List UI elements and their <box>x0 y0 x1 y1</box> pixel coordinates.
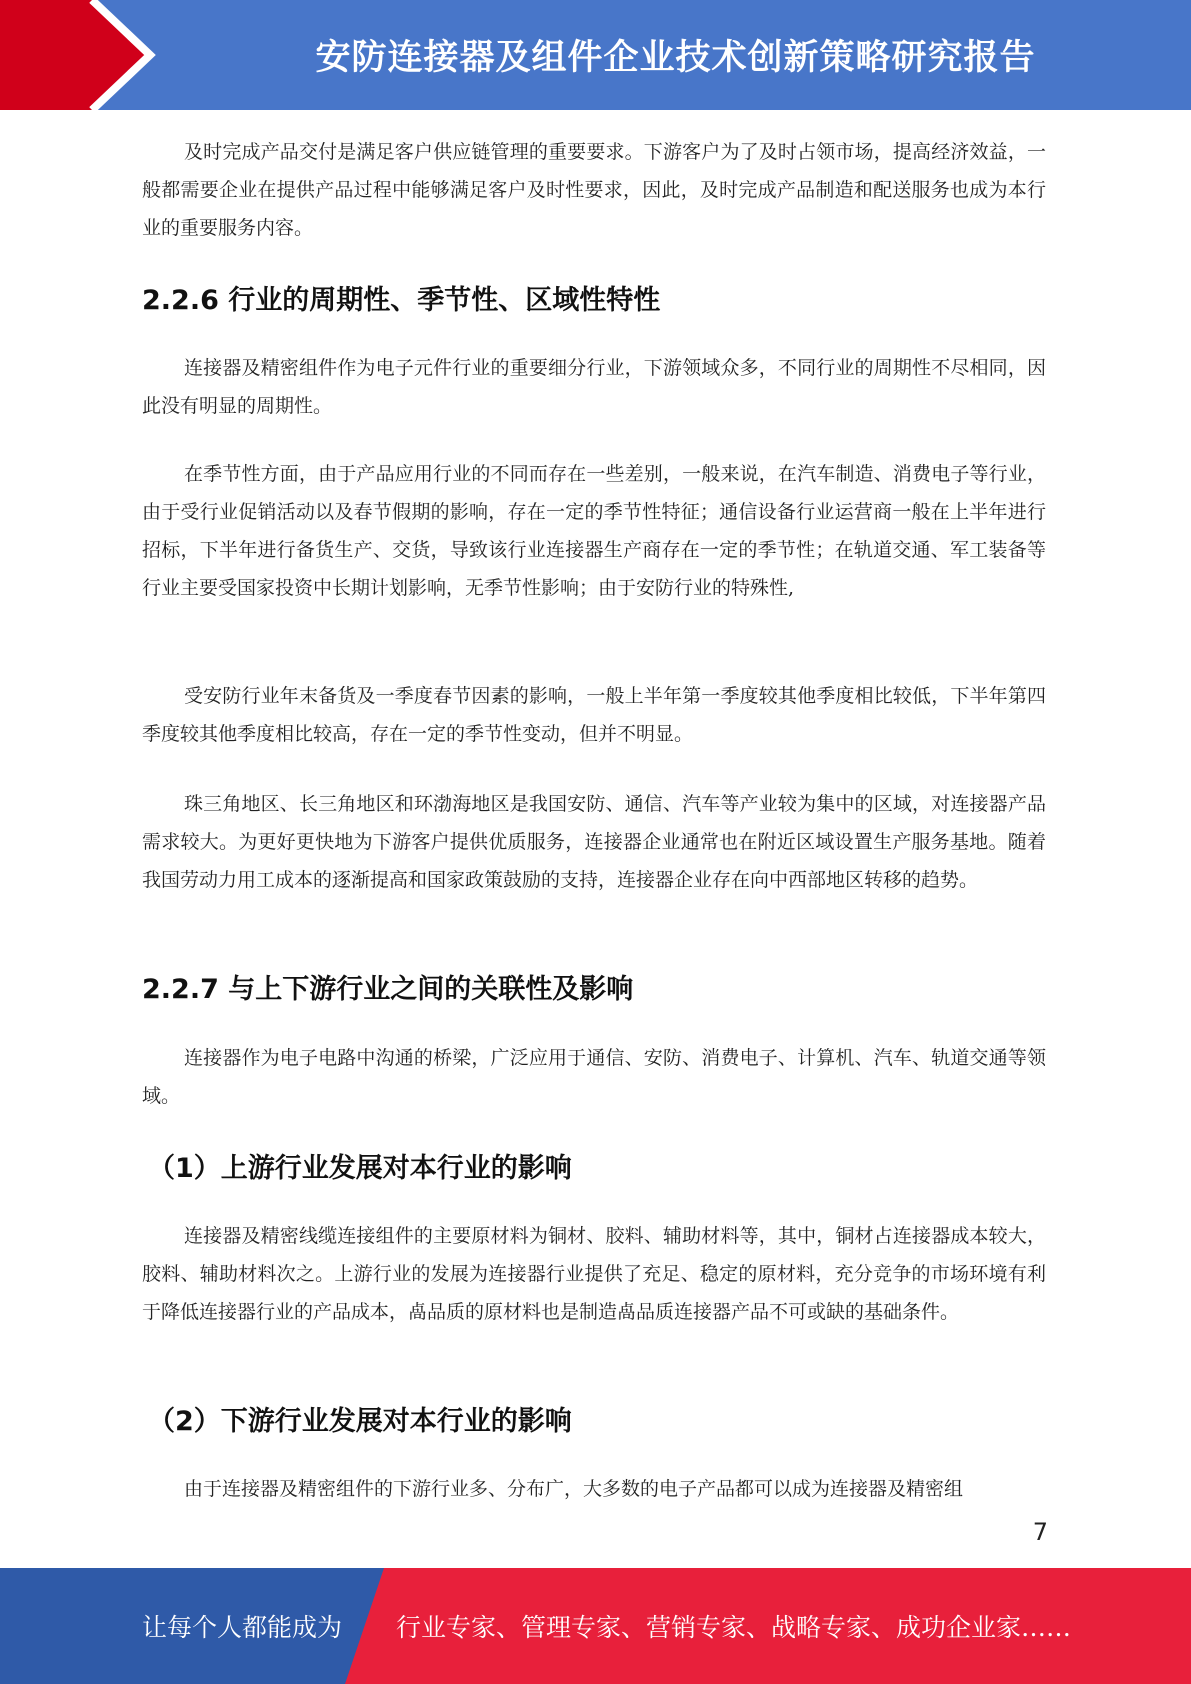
page-number: 7 <box>1032 1518 1048 1546</box>
report-title: 安防连接器及组件企业技术创新策略研究报告 <box>315 38 1036 78</box>
paragraph-upstream: 连接器及精密线缆连接组件的主要原材料为铜材、胶料、辅助材料等，其中，铜材占连接器成本较大，胶料、辅助材料次之。上游行业的发展为连接器行业提供了充足、稳定的原材料，充分竞争的市场环境有利于降低连接器行业的产品成本，卨品质的原材料也是制造卨品质连接器产品不可或缺的基础条件。 <box>142 1225 1046 1323</box>
paragraph-connector-bridge: 连接器作为电子电路中沟通的桥梁，广泛应用于通信、安防、消费电子、计算机、汽车、轨道交通等领域。 <box>142 1047 1046 1107</box>
page-footer <box>0 1568 1191 1684</box>
paragraph-security-seasonality: 受安防行业年末备货及一季度春节因素的影响，一般上半年第一季度较其他季度相比较低，下半年第四季度较其他季度相比较高，存在一定的季节性变动，但并不明显。 <box>142 685 1046 745</box>
footer-slogan-right: 行业专家、管理专家、营销专家、战略专家、成功企业家…… <box>396 1613 1072 1642</box>
paragraph-downstream: 由于连接器及精密组件的下游行业多、分布广，大多数的电子产品都可以成为连接器及精密组 <box>184 1478 964 1500</box>
section-heading-2-2-6: 2.2.6 行业的周期性、季节性、区域性特性 <box>142 285 661 316</box>
paragraph-seasonality: 在季节性方面，由于产品应用行业的不同而存在一些差别，一般来说，在汽车制造、消费电子等行业，由于受行业促销活动以及春节假期的影响，存在一定的季节性特征；通信设备行业运营商一般在上半年进行招标，下半年进行备货生产、交货，导致该行业连接器生产商存在一定的季节性；在轨道交通、军工装备等行业主要受国家投资中长期计划影响，无季节性影响；由于安防行业的特殊性, <box>142 463 1046 599</box>
paragraph-delivery: 及时完成产品交付是满足客户供应链管理的重要要求。下游客户为了及时占领市场，提高经济效益，一般都需要企业在提供产品过程中能够满足客户及时性要求，因此，及时完成产品制造和配送服务也成为本行业的重要服务内容。 <box>142 141 1046 239</box>
paragraph-regionality: 珠三角地区、长三角地区和环渤海地区是我国安防、通信、汽车等产业较为集中的区域，对连接器产品需求较大。为更好更快地为下游客户提供优质服务，连接器企业通常也在附近区域设置生产服务基地。随着我国劳动力用工成本的逐渐提高和国家政策鼓励的支持，连接器企业存在向中西部地区转移的趋势。 <box>142 793 1046 891</box>
subheading-downstream: （2）下游行业发展对本行业的影响 <box>148 1406 572 1437</box>
subheading-upstream: （1）上游行业发展对本行业的影响 <box>148 1153 572 1184</box>
footer-slogan-left: 让每个人都能成为 <box>142 1613 343 1642</box>
section-heading-2-2-7: 2.2.7 与上下游行业之间的关联性及影响 <box>142 974 634 1005</box>
page-header <box>0 0 1191 110</box>
paragraph-cyclicality: 连接器及精密组件作为电子元件行业的重要细分行业，下游领域众多，不同行业的周期性不尽相同，因此没有明显的周期性。 <box>142 357 1046 417</box>
